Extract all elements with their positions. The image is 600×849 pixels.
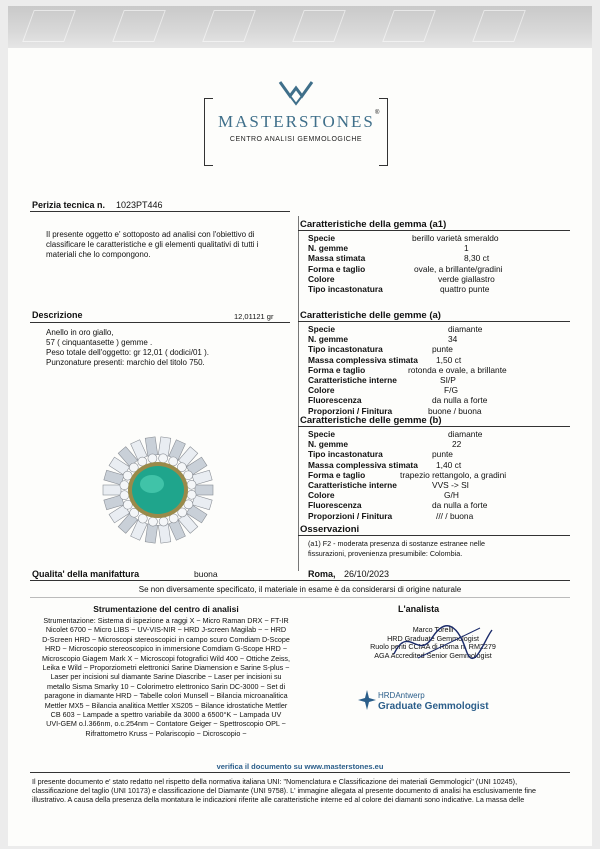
legal-footer: [32, 777, 576, 805]
gemme-a-row-label: Caratteristiche interne: [308, 375, 397, 385]
place-label: Roma,: [308, 569, 336, 579]
quality-rule: [30, 580, 570, 581]
strumentazione-line: HRD ~ Microscopio stereoscopico in immersione Comdiam G-Scope HRD ~: [44, 644, 288, 654]
gemme-b-row-label: Forma e taglio: [308, 469, 366, 480]
round-diamond: [187, 480, 196, 489]
strumentazione-line: Laser per incisioni sul diamante Sarine Diascribe ~ Laser per incisioni su: [50, 672, 282, 682]
band-pattern: [382, 10, 436, 42]
qualita-label: Qualita' della manifattura: [32, 569, 140, 579]
footer-line: illustrativo. A causa della presenza della montatura le indicazioni riferite alle caratteristiche interne ed al colore dei diamanti sono indicative. La massa delle: [32, 795, 525, 805]
round-diamond: [148, 454, 157, 463]
strumentazione-line: Leika e Wild ~ Proporziometri elettronici Sarine Diamension e Sarine S-plus ~: [42, 663, 290, 673]
gemme-a-row: [308, 355, 568, 365]
gemme-b-row-value: VVS -> SI: [432, 480, 470, 490]
gemma-a1-row-label: Forma e taglio: [308, 263, 366, 274]
disclaimer-rule: [30, 597, 570, 598]
logo-bracket-right: [379, 98, 388, 166]
masterstones-logo: [204, 78, 388, 168]
osservazioni-line: fissurazioni, provenienza presumibile: Colombia.: [308, 548, 463, 558]
gemma-a1-row: [308, 233, 568, 243]
gemma-a1-row-label: N. gemme: [308, 243, 349, 254]
osservazioni-rule: [298, 535, 570, 536]
baguette-diamond: [195, 485, 213, 495]
osservazioni-line: (a1) F2 - moderata presenza di sostanze estranee nelle: [308, 539, 485, 548]
gemme-a-row-value: punte: [432, 344, 453, 355]
gemma-a1-row-label: Specie: [308, 233, 336, 243]
round-diamond: [187, 490, 196, 499]
gemma-a1-row-value: verde giallastro: [438, 273, 495, 284]
hrd-star-icon: [358, 690, 376, 710]
logo-registered-mark: ®: [375, 110, 380, 116]
gemme-b-row-label: Proporzioni / Finitura: [308, 510, 393, 521]
descrizione-rule: [30, 322, 290, 323]
gemme-b-row-value: /// / buona: [436, 510, 474, 521]
baguette-diamond: [145, 437, 157, 456]
verify-link[interactable]: verifica il documento su www.masterstones.eu: [216, 762, 384, 771]
intro-text: [46, 230, 286, 260]
date-value: 26/10/2023: [344, 569, 390, 579]
gemme-b-row: [308, 439, 568, 449]
gemme-b-row: [308, 480, 568, 490]
certificate-page: [8, 6, 592, 846]
header-rule: [30, 211, 290, 212]
gemme-a-row-value: SI/P: [440, 375, 456, 385]
baguette-diamond: [103, 485, 121, 495]
gemma-a1-row: [308, 243, 568, 253]
gemme-b-row: [308, 429, 568, 439]
gemme-b-row-label: Massa complessiva stimata: [308, 459, 418, 470]
gemma-a1-row-label: Tipo incastonatura: [308, 284, 383, 294]
qualita-value: buona: [194, 569, 218, 579]
band-pattern: [22, 10, 76, 42]
perizia-number: 1023PT446: [116, 200, 163, 210]
descrizione-line: Punzonature presenti: marchio del titolo 750.: [46, 358, 205, 367]
gemme-a-row: [308, 385, 568, 395]
verify-rule: [30, 772, 570, 773]
baguette-diamond: [158, 437, 170, 456]
round-diamond: [159, 517, 168, 526]
strumentazione-line: Rifrattometro Kruss ~ Polariscopio ~ Dicroscopio ~: [85, 728, 247, 738]
descrizione-line: Anello in oro giallo,: [46, 328, 114, 337]
gemma-a1-row: [308, 284, 568, 294]
perizia-label: Perizia tecnica n.: [32, 200, 106, 210]
gemme-b-row: [308, 470, 568, 480]
gemme-a-row-value: 34: [448, 334, 458, 345]
gemme-a-row: [308, 395, 568, 405]
descrizione-weight: 12,01121 gr: [234, 312, 274, 321]
gemme-a-row-value: F/G: [444, 385, 458, 396]
emerald-highlight: [140, 475, 164, 493]
gemme-b-row-value: trapezio rettangolo, a gradini: [400, 469, 507, 480]
strumentazione-line: Mettler MX5 ~ Bilancia analitica Mettler XS205 ~ Bilance idrostatiche Mettler: [44, 700, 288, 710]
gemme-b-row-label: Colore: [308, 490, 335, 501]
osservazioni-title: Osservazioni: [300, 524, 360, 535]
header-band: [8, 6, 592, 48]
strumentazione-line: paragone in diamante HRD ~ Tabelle colori Munsell ~ Bilancia microanalitica: [44, 691, 288, 701]
gemme-b-row: [308, 500, 568, 510]
gemme-b-row-value: 22: [452, 439, 462, 450]
gemme-b-row: [308, 511, 568, 521]
analista-line: Marco Torelli: [412, 625, 454, 634]
descrizione-text: [46, 328, 286, 368]
gemme-a-row-label: Tipo incastonatura: [308, 344, 383, 355]
gemma-a1-row: [308, 274, 568, 284]
gemme-a-title: Caratteristiche delle gemme (a): [300, 310, 441, 321]
gemme-b-rule: [298, 426, 570, 427]
gemma-a1-rule: [298, 230, 570, 231]
footer-line: classificazione del taglio (UNI 10173) e classificazione del Diamante (UNI 9758). L' immagine allegata al presente documento di analisi ha esclusivamente fine: [32, 786, 536, 796]
strumentazione-line: Microscopio Giagem Mark X ~ Microscopi fotografici Wild 400 ~ Ottiche Zeiss,: [41, 653, 291, 663]
strumentazione-line: Strumentazione: Sistema di ispezione a raggi X ~ Micro Raman DRX ~ FT-IR: [43, 616, 289, 625]
descrizione-line: 57 ( cinquantasette ) gemme .: [46, 338, 153, 347]
descrizione-title: Descrizione: [32, 310, 83, 320]
band-pattern: [292, 10, 346, 42]
gemme-a-row-value: diamante: [448, 324, 483, 334]
intro-line: materiali che lo compongono.: [46, 250, 151, 259]
gemma-a1-row: [308, 253, 568, 263]
band-pattern: [472, 10, 526, 42]
round-diamond: [148, 517, 157, 526]
logo-bracket-left: [204, 98, 213, 166]
strumentazione-line: UVI-GEM o.l.366nm, o.c.254nm ~ Contatore Geiger ~ Spettroscopio OPL ~: [46, 719, 286, 729]
gemma-a1-row-value: 8,30 ct: [464, 253, 490, 264]
round-diamond: [120, 481, 129, 490]
footer-line: Il presente documento e' stato redatto nel rispetto della normativa italiana UNI: "Nomenclatura e Classificazione dei materiali Gemmologici" (UNI 10245),: [32, 777, 518, 786]
logo-emblem-icon: [276, 78, 316, 106]
gemme-b-row-value: 1,40 ct: [436, 459, 462, 470]
band-pattern: [112, 10, 166, 42]
logo-name: MASTERSTONES: [218, 112, 375, 131]
gemme-b-row: [308, 490, 568, 500]
strumentazione-line: CB 603 ~ Lampade a spettro variabile da 3000 a 6500°K ~ Lampada UV: [50, 710, 282, 720]
gemme-b-row-label: Specie: [308, 429, 336, 439]
strumentazione-line: metallo Sisma Smarky 10 ~ Colorimetro elettronico Sarin DC-3000 ~ Set di: [46, 681, 286, 691]
gemme-b-row-label: Tipo incastonatura: [308, 449, 383, 460]
gemme-b-row-value: punte: [432, 449, 453, 460]
intro-line: Il presente oggetto e' sottoposto ad analisi con l'obiettivo di: [46, 230, 255, 239]
band-pattern: [202, 10, 256, 42]
descrizione-line: Peso totale dell'oggetto: gr 12,01 ( dodici/01 ).: [46, 348, 209, 357]
natural-origin-note: Se non diversamente specificato, il materiale in esame è da considerarsi di origine naturale: [138, 585, 462, 594]
column-divider: [298, 216, 299, 571]
gemme-b-row-value: da nulla a forte: [432, 500, 488, 511]
intro-line: classificare le caratteristiche e gli elementi qualitativi di tutti i: [46, 240, 259, 249]
gemme-a-row: [308, 334, 568, 344]
signature: [388, 620, 498, 666]
hrd-title: Graduate Gemmologist: [378, 701, 489, 712]
gemma-a1-row-value: quattro punte: [440, 284, 490, 294]
analista-line: AGA Accredited Senior Gemmologist: [374, 650, 492, 660]
gemma-a1-row-label: Colore: [308, 273, 335, 284]
gemme-a-row: [308, 365, 568, 375]
gemma-a1-row: [308, 264, 568, 274]
gemme-b-row-label: Caratteristiche interne: [308, 480, 397, 490]
gemme-a-row-label: N. gemme: [308, 334, 349, 345]
analista-line: Ruolo periti CCIAA di Roma n. RM2279: [370, 642, 496, 652]
gemme-a-row-label: Colore: [308, 385, 335, 396]
round-diamond: [120, 491, 129, 500]
gemma-a1-row-value: ovale, a brillante/gradini: [414, 263, 503, 274]
baguette-diamond: [145, 524, 157, 543]
hrd-name: HRDAntwerp: [378, 691, 425, 700]
gemme-b-row-value: G/H: [444, 490, 459, 501]
gemme-a-row: [308, 344, 568, 354]
gemme-a-row: [308, 324, 568, 334]
strumentazione-text: [38, 616, 294, 738]
baguette-diamond: [158, 524, 170, 543]
gemme-a-row-label: Fluorescenza: [308, 395, 362, 406]
gemme-a-row-value: buone / buona: [428, 405, 482, 416]
gemma-a1-row-value: berillo varietà smeraldo: [412, 233, 499, 243]
gemme-a-row-label: Proporzioni / Finitura: [308, 405, 393, 416]
strumentazione-line: Nicolet 6700 ~ Micro LIBS ~ UV-VIS-NIR ~ HRD J-screen Magilab ~ ~ HRD: [45, 625, 287, 635]
gemme-a-row-value: 1,50 ct: [436, 354, 462, 365]
gemme-b-row: [308, 460, 568, 470]
gemme-a-row-value: da nulla a forte: [432, 395, 488, 406]
gemma-a1-title: Caratteristiche della gemma (a1): [300, 219, 447, 230]
gemme-b-title: Caratteristiche delle gemme (b): [300, 415, 442, 426]
osservazioni-text: [308, 539, 485, 558]
gemme-a-rule: [298, 321, 570, 322]
gemme-b-row-label: Fluorescenza: [308, 500, 362, 511]
gemme-a-row-label: Massa complessiva stimata: [308, 354, 418, 365]
logo-tagline: CENTRO ANALISI GEMMOLOGICHE: [229, 136, 363, 143]
gemma-a1-row-label: Massa stimata: [308, 253, 366, 264]
round-diamond: [159, 454, 168, 463]
ring-photo: [92, 426, 224, 556]
gemme-b-row: [308, 449, 568, 459]
analista-line: HRD Graduate Gemmologist: [387, 633, 479, 643]
gemme-a-row-label: Forma e taglio: [308, 364, 366, 375]
strumentazione-title: Strumentazione del centro di analisi: [93, 604, 239, 614]
gemme-a-row-value: rotonda e ovale, a brillante: [408, 364, 507, 375]
gemma-a1-row-value: 1: [464, 243, 469, 254]
gemme-a-row: [308, 375, 568, 385]
gemme-a-row-label: Specie: [308, 324, 336, 334]
strumentazione-line: D-Screen HRD ~ Microscopi stereoscopici in campo scuro Comdiam D-Scope: [42, 634, 290, 644]
analista-title: L'analista: [398, 604, 440, 614]
gemme-b-row-label: N. gemme: [308, 439, 349, 450]
gemme-b-row-value: diamante: [448, 429, 483, 439]
